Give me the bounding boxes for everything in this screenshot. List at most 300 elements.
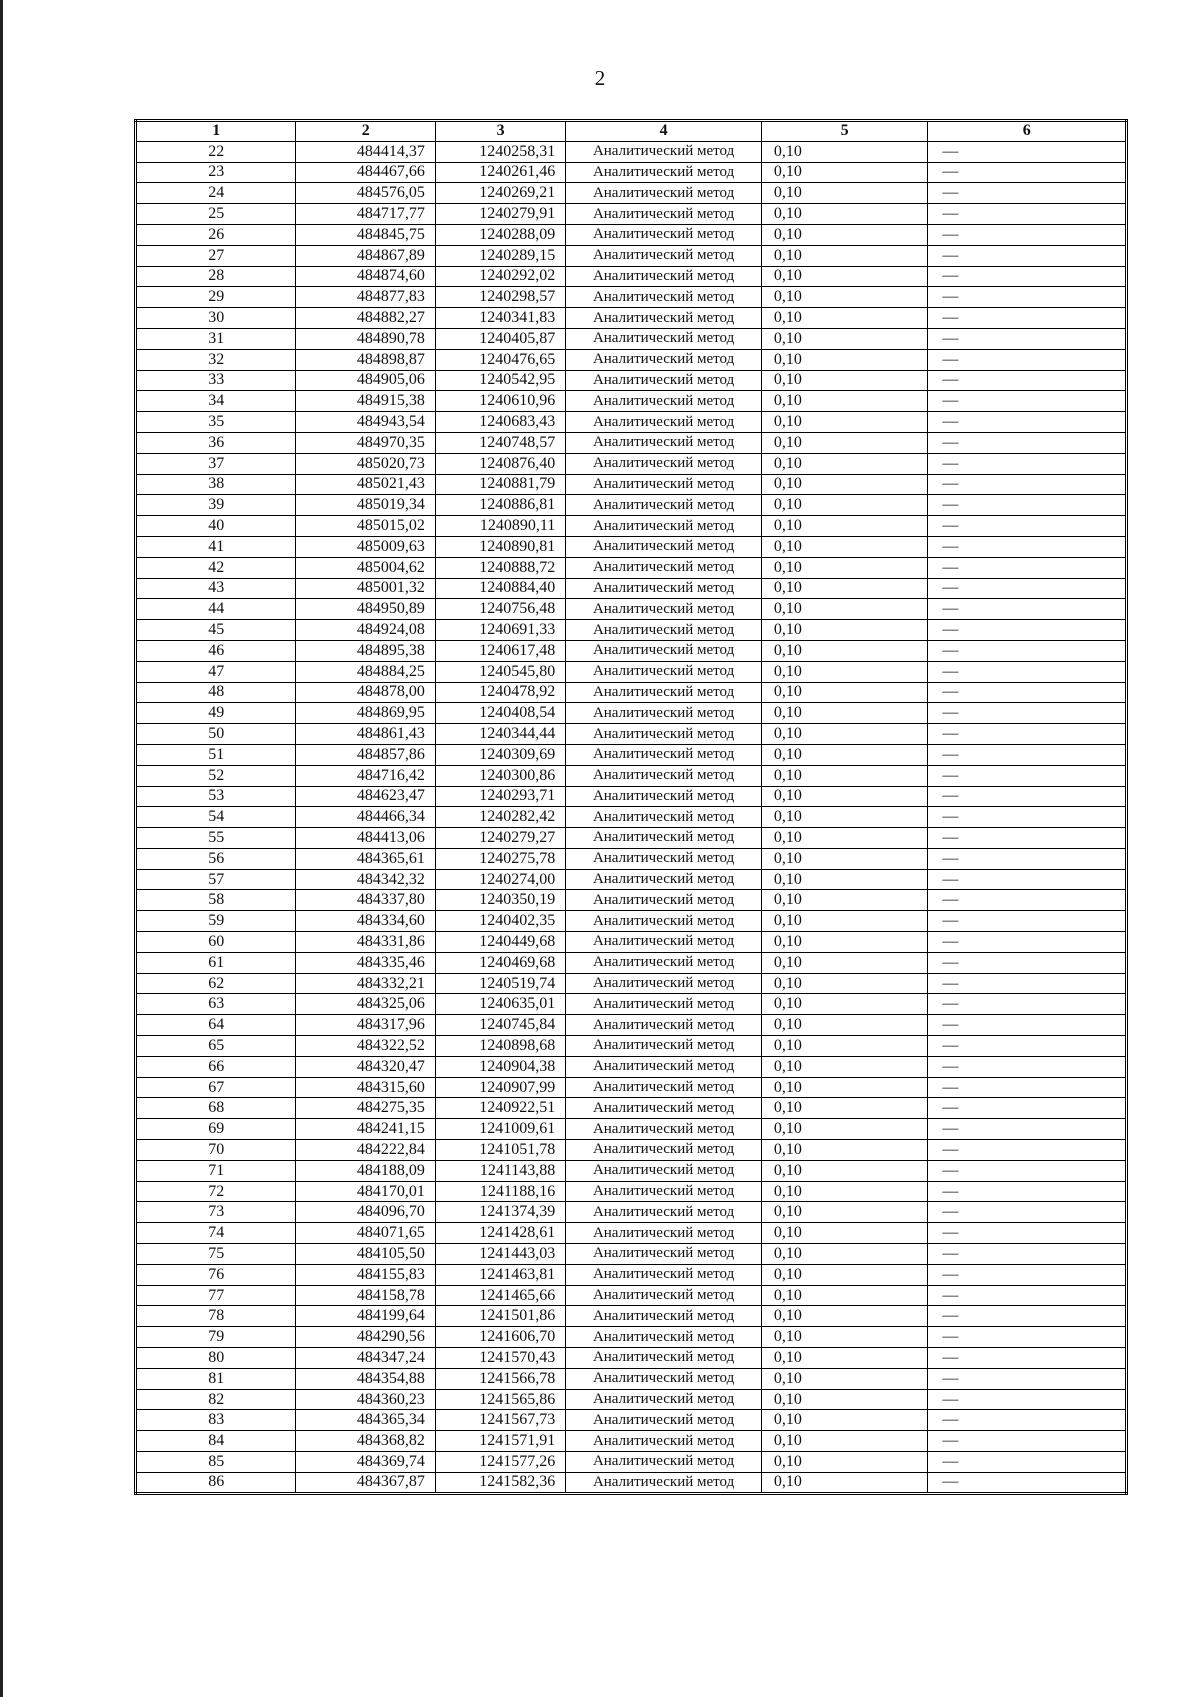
y-coordinate-cell: 1240279,27 (435, 828, 565, 849)
x-coordinate-cell: 484466,34 (296, 807, 435, 828)
method-cell: Аналитический метод (566, 1181, 762, 1202)
point-number-cell: 69 (136, 1119, 296, 1140)
x-coordinate-cell: 484414,37 (296, 141, 435, 162)
method-cell: Аналитический метод (566, 1077, 762, 1098)
point-number-cell: 50 (136, 724, 296, 745)
point-number-cell: 39 (136, 495, 296, 516)
note-cell: — (928, 952, 1127, 973)
point-number-cell: 43 (136, 578, 296, 599)
point-number-cell: 58 (136, 890, 296, 911)
x-coordinate-cell: 484322,52 (296, 1036, 435, 1057)
y-coordinate-cell: 1241567,73 (435, 1410, 565, 1431)
note-cell: — (928, 807, 1127, 828)
table-row (136, 682, 1127, 703)
accuracy-cell: 0,10 (761, 994, 928, 1015)
table-row (136, 911, 1127, 932)
note-cell: — (928, 1368, 1127, 1389)
note-cell: — (928, 1036, 1127, 1057)
y-coordinate-cell: 1240888,72 (435, 557, 565, 578)
accuracy-cell: 0,10 (761, 204, 928, 225)
point-number-cell: 25 (136, 204, 296, 225)
y-coordinate-cell: 1241443,03 (435, 1244, 565, 1265)
y-coordinate-cell: 1240884,40 (435, 578, 565, 599)
accuracy-cell: 0,10 (761, 1431, 928, 1452)
accuracy-cell: 0,10 (761, 1056, 928, 1077)
method-cell: Аналитический метод (566, 932, 762, 953)
point-number-cell: 29 (136, 287, 296, 308)
scan-edge-line (0, 0, 3, 1697)
y-coordinate-cell: 1240288,09 (435, 224, 565, 245)
y-coordinate-cell: 1240756,48 (435, 599, 565, 620)
accuracy-cell: 0,10 (761, 911, 928, 932)
note-cell: — (928, 994, 1127, 1015)
table-row (136, 765, 1127, 786)
point-number-cell: 72 (136, 1181, 296, 1202)
x-coordinate-cell: 484365,34 (296, 1410, 435, 1431)
table-row (136, 183, 1127, 204)
x-coordinate-cell: 484365,61 (296, 848, 435, 869)
y-coordinate-cell: 1240904,38 (435, 1056, 565, 1077)
accuracy-cell: 0,10 (761, 287, 928, 308)
x-coordinate-cell: 484367,87 (296, 1472, 435, 1493)
header-cell-col-6: 6 (928, 121, 1127, 142)
table-body (136, 141, 1127, 1493)
table-row (136, 245, 1127, 266)
method-cell: Аналитический метод (566, 412, 762, 433)
table-row (136, 1452, 1127, 1473)
accuracy-cell: 0,10 (761, 141, 928, 162)
x-coordinate-cell: 484467,66 (296, 162, 435, 183)
table-row (136, 349, 1127, 370)
note-cell: — (928, 682, 1127, 703)
point-number-cell: 37 (136, 453, 296, 474)
table-row (136, 807, 1127, 828)
method-cell: Аналитический метод (566, 765, 762, 786)
y-coordinate-cell: 1241565,86 (435, 1389, 565, 1410)
x-coordinate-cell: 484241,15 (296, 1119, 435, 1140)
note-cell: — (928, 204, 1127, 225)
accuracy-cell: 0,10 (761, 432, 928, 453)
page-number: 2 (594, 66, 606, 90)
y-coordinate-cell: 1241577,26 (435, 1452, 565, 1473)
point-number-cell: 55 (136, 828, 296, 849)
point-number-cell: 78 (136, 1306, 296, 1327)
note-cell: — (928, 1202, 1127, 1223)
table-row (136, 1015, 1127, 1036)
table-row (136, 1264, 1127, 1285)
accuracy-cell: 0,10 (761, 391, 928, 412)
x-coordinate-cell: 484360,23 (296, 1389, 435, 1410)
x-coordinate-cell: 484290,56 (296, 1327, 435, 1348)
y-coordinate-cell: 1240922,51 (435, 1098, 565, 1119)
point-number-cell: 26 (136, 224, 296, 245)
method-cell: Аналитический метод (566, 141, 762, 162)
method-cell: Аналитический метод (566, 703, 762, 724)
point-number-cell: 42 (136, 557, 296, 578)
method-cell: Аналитический метод (566, 1140, 762, 1161)
accuracy-cell: 0,10 (761, 453, 928, 474)
table-row (136, 224, 1127, 245)
point-number-cell: 38 (136, 474, 296, 495)
accuracy-cell: 0,10 (761, 1472, 928, 1493)
point-number-cell: 63 (136, 994, 296, 1015)
accuracy-cell: 0,10 (761, 536, 928, 557)
y-coordinate-cell: 1241374,39 (435, 1202, 565, 1223)
y-coordinate-cell: 1240890,11 (435, 516, 565, 537)
method-cell: Аналитический метод (566, 994, 762, 1015)
y-coordinate-cell: 1240350,19 (435, 890, 565, 911)
method-cell: Аналитический метод (566, 1368, 762, 1389)
table-row (136, 1285, 1127, 1306)
header-cell-col-1: 1 (136, 121, 296, 142)
accuracy-cell: 0,10 (761, 162, 928, 183)
x-coordinate-cell: 484158,78 (296, 1285, 435, 1306)
x-coordinate-cell: 484317,96 (296, 1015, 435, 1036)
y-coordinate-cell: 1240907,99 (435, 1077, 565, 1098)
method-cell: Аналитический метод (566, 349, 762, 370)
x-coordinate-cell: 484943,54 (296, 412, 435, 433)
x-coordinate-cell: 485015,02 (296, 516, 435, 537)
accuracy-cell: 0,10 (761, 1389, 928, 1410)
method-cell: Аналитический метод (566, 391, 762, 412)
x-coordinate-cell: 484105,50 (296, 1244, 435, 1265)
point-number-cell: 51 (136, 744, 296, 765)
method-cell: Аналитический метод (566, 287, 762, 308)
method-cell: Аналитический метод (566, 848, 762, 869)
method-cell: Аналитический метод (566, 599, 762, 620)
x-coordinate-cell: 484895,38 (296, 640, 435, 661)
note-cell: — (928, 1098, 1127, 1119)
x-coordinate-cell: 484970,35 (296, 432, 435, 453)
point-number-cell: 73 (136, 1202, 296, 1223)
note-cell: — (928, 869, 1127, 890)
x-coordinate-cell: 484623,47 (296, 786, 435, 807)
y-coordinate-cell: 1240476,65 (435, 349, 565, 370)
note-cell: — (928, 703, 1127, 724)
y-coordinate-cell: 1241566,78 (435, 1368, 565, 1389)
accuracy-cell: 0,10 (761, 1368, 928, 1389)
point-number-cell: 24 (136, 183, 296, 204)
method-cell: Аналитический метод (566, 474, 762, 495)
y-coordinate-cell: 1240876,40 (435, 453, 565, 474)
y-coordinate-cell: 1240261,46 (435, 162, 565, 183)
table-row (136, 640, 1127, 661)
y-coordinate-cell: 1240542,95 (435, 370, 565, 391)
accuracy-cell: 0,10 (761, 682, 928, 703)
y-coordinate-cell: 1240748,57 (435, 432, 565, 453)
method-cell: Аналитический метод (566, 890, 762, 911)
method-cell: Аналитический метод (566, 224, 762, 245)
table-row (136, 1244, 1127, 1265)
header-cell-col-3: 3 (435, 121, 565, 142)
note-cell: — (928, 1264, 1127, 1285)
note-cell: — (928, 661, 1127, 682)
method-cell: Аналитический метод (566, 744, 762, 765)
accuracy-cell: 0,10 (761, 1036, 928, 1057)
accuracy-cell: 0,10 (761, 1160, 928, 1181)
x-coordinate-cell: 484170,01 (296, 1181, 435, 1202)
point-number-cell: 56 (136, 848, 296, 869)
note-cell: — (928, 1348, 1127, 1369)
y-coordinate-cell: 1240293,71 (435, 786, 565, 807)
point-number-cell: 45 (136, 620, 296, 641)
table-row (136, 661, 1127, 682)
table-row (136, 1306, 1127, 1327)
accuracy-cell: 0,10 (761, 807, 928, 828)
y-coordinate-cell: 1240469,68 (435, 952, 565, 973)
table-row (136, 453, 1127, 474)
method-cell: Аналитический метод (566, 1098, 762, 1119)
accuracy-cell: 0,10 (761, 1223, 928, 1244)
note-cell: — (928, 557, 1127, 578)
table-row (136, 703, 1127, 724)
table-row (136, 412, 1127, 433)
note-cell: — (928, 1077, 1127, 1098)
x-coordinate-cell: 484325,06 (296, 994, 435, 1015)
x-coordinate-cell: 484717,77 (296, 204, 435, 225)
point-number-cell: 62 (136, 973, 296, 994)
x-coordinate-cell: 484924,08 (296, 620, 435, 641)
x-coordinate-cell: 484199,64 (296, 1306, 435, 1327)
note-cell: — (928, 453, 1127, 474)
y-coordinate-cell: 1240344,44 (435, 724, 565, 745)
accuracy-cell: 0,10 (761, 744, 928, 765)
note-cell: — (928, 1244, 1127, 1265)
accuracy-cell: 0,10 (761, 308, 928, 329)
point-number-cell: 48 (136, 682, 296, 703)
y-coordinate-cell: 1240898,68 (435, 1036, 565, 1057)
table-row (136, 1056, 1127, 1077)
method-cell: Аналитический метод (566, 516, 762, 537)
method-cell: Аналитический метод (566, 1264, 762, 1285)
y-coordinate-cell: 1240282,42 (435, 807, 565, 828)
point-number-cell: 61 (136, 952, 296, 973)
table-row (136, 1181, 1127, 1202)
table-row (136, 1119, 1127, 1140)
note-cell: — (928, 828, 1127, 849)
y-coordinate-cell: 1241428,61 (435, 1223, 565, 1244)
x-coordinate-cell: 484413,06 (296, 828, 435, 849)
point-number-cell: 34 (136, 391, 296, 412)
x-coordinate-cell: 484898,87 (296, 349, 435, 370)
method-cell: Аналитический метод (566, 973, 762, 994)
point-number-cell: 67 (136, 1077, 296, 1098)
y-coordinate-cell: 1241009,61 (435, 1119, 565, 1140)
table-row (136, 932, 1127, 953)
point-number-cell: 74 (136, 1223, 296, 1244)
point-number-cell: 83 (136, 1410, 296, 1431)
note-cell: — (928, 848, 1127, 869)
method-cell: Аналитический метод (566, 786, 762, 807)
accuracy-cell: 0,10 (761, 973, 928, 994)
note-cell: — (928, 308, 1127, 329)
note-cell: — (928, 349, 1127, 370)
note-cell: — (928, 932, 1127, 953)
note-cell: — (928, 1181, 1127, 1202)
note-cell: — (928, 786, 1127, 807)
method-cell: Аналитический метод (566, 308, 762, 329)
table-row (136, 162, 1127, 183)
table-row (136, 516, 1127, 537)
table-row (136, 869, 1127, 890)
x-coordinate-cell: 484096,70 (296, 1202, 435, 1223)
table-row (136, 474, 1127, 495)
y-coordinate-cell: 1241501,86 (435, 1306, 565, 1327)
point-number-cell: 68 (136, 1098, 296, 1119)
table-row (136, 578, 1127, 599)
x-coordinate-cell: 484342,32 (296, 869, 435, 890)
point-number-cell: 80 (136, 1348, 296, 1369)
accuracy-cell: 0,10 (761, 661, 928, 682)
y-coordinate-cell: 1240881,79 (435, 474, 565, 495)
accuracy-cell: 0,10 (761, 516, 928, 537)
x-coordinate-cell: 484354,88 (296, 1368, 435, 1389)
method-cell: Аналитический метод (566, 869, 762, 890)
note-cell: — (928, 536, 1127, 557)
note-cell: — (928, 640, 1127, 661)
x-coordinate-cell: 484950,89 (296, 599, 435, 620)
accuracy-cell: 0,10 (761, 578, 928, 599)
table-row (136, 1410, 1127, 1431)
method-cell: Аналитический метод (566, 952, 762, 973)
note-cell: — (928, 412, 1127, 433)
note-cell: — (928, 724, 1127, 745)
method-cell: Аналитический метод (566, 682, 762, 703)
note-cell: — (928, 245, 1127, 266)
point-number-cell: 75 (136, 1244, 296, 1265)
table-row (136, 495, 1127, 516)
note-cell: — (928, 973, 1127, 994)
x-coordinate-cell: 484877,83 (296, 287, 435, 308)
accuracy-cell: 0,10 (761, 557, 928, 578)
x-coordinate-cell: 485004,62 (296, 557, 435, 578)
method-cell: Аналитический метод (566, 1015, 762, 1036)
point-number-cell: 40 (136, 516, 296, 537)
note-cell: — (928, 1119, 1127, 1140)
x-coordinate-cell: 484869,95 (296, 703, 435, 724)
note-cell: — (928, 1410, 1127, 1431)
x-coordinate-cell: 484890,78 (296, 328, 435, 349)
accuracy-cell: 0,10 (761, 828, 928, 849)
method-cell: Аналитический метод (566, 1472, 762, 1493)
point-number-cell: 32 (136, 349, 296, 370)
accuracy-cell: 0,10 (761, 183, 928, 204)
x-coordinate-cell: 484334,60 (296, 911, 435, 932)
x-coordinate-cell: 484155,83 (296, 1264, 435, 1285)
accuracy-cell: 0,10 (761, 245, 928, 266)
point-number-cell: 82 (136, 1389, 296, 1410)
method-cell: Аналитический метод (566, 1285, 762, 1306)
x-coordinate-cell: 484845,75 (296, 224, 435, 245)
method-cell: Аналитический метод (566, 245, 762, 266)
method-cell: Аналитический метод (566, 661, 762, 682)
accuracy-cell: 0,10 (761, 1181, 928, 1202)
table-row (136, 973, 1127, 994)
accuracy-cell: 0,10 (761, 1015, 928, 1036)
x-coordinate-cell: 484368,82 (296, 1431, 435, 1452)
table-row (136, 1098, 1127, 1119)
table-header (136, 121, 1127, 142)
point-number-cell: 47 (136, 661, 296, 682)
method-cell: Аналитический метод (566, 536, 762, 557)
accuracy-cell: 0,10 (761, 1264, 928, 1285)
method-cell: Аналитический метод (566, 1056, 762, 1077)
note-cell: — (928, 432, 1127, 453)
note-cell: — (928, 474, 1127, 495)
y-coordinate-cell: 1240545,80 (435, 661, 565, 682)
point-number-cell: 81 (136, 1368, 296, 1389)
accuracy-cell: 0,10 (761, 952, 928, 973)
table-row (136, 536, 1127, 557)
y-coordinate-cell: 1241570,43 (435, 1348, 565, 1369)
table-row (136, 744, 1127, 765)
x-coordinate-cell: 484335,46 (296, 952, 435, 973)
accuracy-cell: 0,10 (761, 1077, 928, 1098)
x-coordinate-cell: 485019,34 (296, 495, 435, 516)
y-coordinate-cell: 1240617,48 (435, 640, 565, 661)
method-cell: Аналитический метод (566, 432, 762, 453)
y-coordinate-cell: 1240289,15 (435, 245, 565, 266)
x-coordinate-cell: 484861,43 (296, 724, 435, 745)
x-coordinate-cell: 484332,21 (296, 973, 435, 994)
table-row (136, 786, 1127, 807)
point-number-cell: 84 (136, 1431, 296, 1452)
y-coordinate-cell: 1240275,78 (435, 848, 565, 869)
accuracy-cell: 0,10 (761, 328, 928, 349)
accuracy-cell: 0,10 (761, 266, 928, 287)
table-row (136, 1368, 1127, 1389)
accuracy-cell: 0,10 (761, 599, 928, 620)
note-cell: — (928, 1431, 1127, 1452)
method-cell: Аналитический метод (566, 1306, 762, 1327)
method-cell: Аналитический метод (566, 557, 762, 578)
x-coordinate-cell: 485020,73 (296, 453, 435, 474)
x-coordinate-cell: 484188,09 (296, 1160, 435, 1181)
x-coordinate-cell: 484576,05 (296, 183, 435, 204)
table-row (136, 952, 1127, 973)
table-row (136, 848, 1127, 869)
method-cell: Аналитический метод (566, 162, 762, 183)
y-coordinate-cell: 1240449,68 (435, 932, 565, 953)
table-row (136, 1077, 1127, 1098)
accuracy-cell: 0,10 (761, 620, 928, 641)
method-cell: Аналитический метод (566, 1244, 762, 1265)
y-coordinate-cell: 1241606,70 (435, 1327, 565, 1348)
point-number-cell: 31 (136, 328, 296, 349)
y-coordinate-cell: 1240269,21 (435, 183, 565, 204)
table-row (136, 557, 1127, 578)
note-cell: — (928, 1056, 1127, 1077)
table-row (136, 890, 1127, 911)
method-cell: Аналитический метод (566, 578, 762, 599)
method-cell: Аналитический метод (566, 1410, 762, 1431)
table-row (136, 1431, 1127, 1452)
point-number-cell: 60 (136, 932, 296, 953)
table-row (136, 308, 1127, 329)
point-number-cell: 33 (136, 370, 296, 391)
accuracy-cell: 0,10 (761, 640, 928, 661)
header-cell-col-4: 4 (566, 121, 762, 142)
method-cell: Аналитический метод (566, 1036, 762, 1057)
point-number-cell: 76 (136, 1264, 296, 1285)
accuracy-cell: 0,10 (761, 786, 928, 807)
method-cell: Аналитический метод (566, 1348, 762, 1369)
table-row (136, 391, 1127, 412)
point-number-cell: 44 (136, 599, 296, 620)
note-cell: — (928, 370, 1127, 391)
point-number-cell: 27 (136, 245, 296, 266)
accuracy-cell: 0,10 (761, 1098, 928, 1119)
